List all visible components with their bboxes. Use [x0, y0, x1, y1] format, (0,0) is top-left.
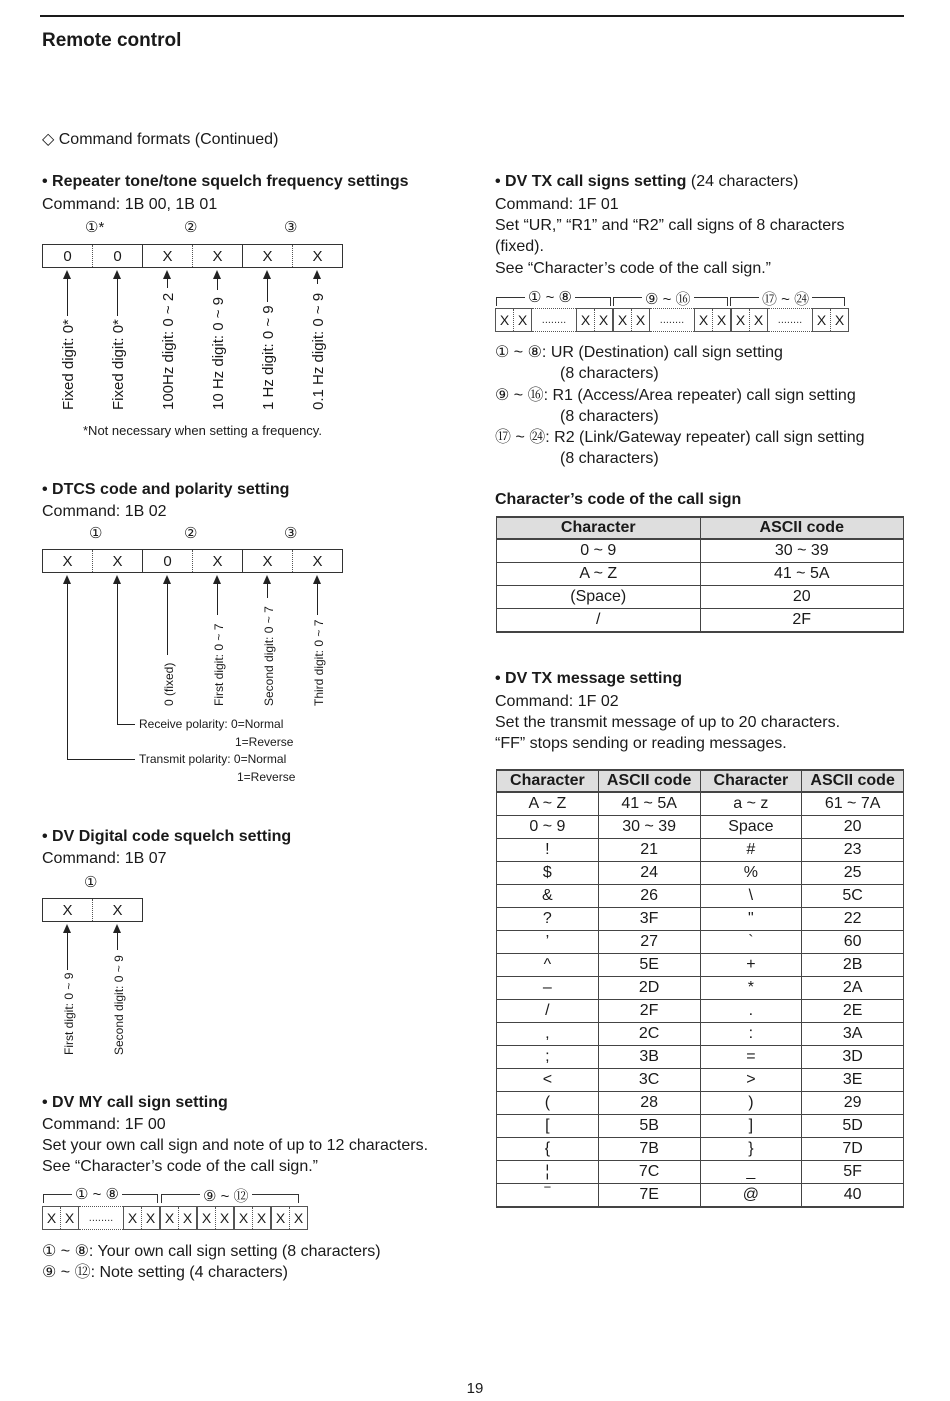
- note-text: R1 (Access/Area repeater) call sign setting: [552, 387, 856, 404]
- table-cell: 20: [700, 586, 904, 609]
- table-cell: ^: [497, 954, 599, 977]
- ellipsis: ........: [768, 308, 812, 332]
- table-row: [497, 885, 904, 908]
- digit-cell: 0: [92, 245, 142, 267]
- description: “FF” stops sending or reading messages.: [495, 735, 787, 752]
- table-cell: 7D: [802, 1138, 904, 1161]
- table-cell: 2D: [598, 977, 700, 1000]
- note: [495, 427, 865, 448]
- table-cell: !: [497, 839, 599, 862]
- table-row: [497, 1138, 904, 1161]
- digit-box: [42, 549, 343, 573]
- note-sub: (8 characters): [560, 408, 659, 425]
- table-cell: 5D: [802, 1115, 904, 1138]
- char-cell: X: [594, 309, 612, 331]
- table-row: [497, 1115, 904, 1138]
- arrow-line: [267, 278, 268, 302]
- section-title: • DV Digital code squelch setting: [42, 828, 292, 845]
- table-cell: _: [700, 1161, 802, 1184]
- table-cell: \: [700, 885, 802, 908]
- group-label: ③: [284, 219, 298, 236]
- table-cell: `: [700, 931, 802, 954]
- table-row: [497, 862, 904, 885]
- digit-cell: X: [292, 550, 342, 572]
- char-box: [613, 308, 650, 332]
- description: (fixed).: [495, 238, 544, 255]
- bracket-label: ① ~ ⑧: [525, 288, 575, 306]
- table-row: [497, 977, 904, 1000]
- table-cell: 61 ~ 7A: [802, 792, 904, 816]
- note: [495, 385, 856, 406]
- table-row: [497, 1184, 904, 1208]
- table-cell: $: [497, 862, 599, 885]
- table-cell: 3C: [598, 1069, 700, 1092]
- table-row: [497, 931, 904, 954]
- char-cell: X: [816, 312, 827, 328]
- char-box: [197, 1206, 234, 1230]
- command-text: Command: 1F 01: [495, 196, 619, 213]
- page-title: Remote control: [42, 30, 182, 51]
- table-cell: (: [497, 1092, 599, 1115]
- table-cell: /: [497, 609, 701, 633]
- bracket-label: ① ~ ⑧: [72, 1185, 122, 1203]
- table-cell: (Space): [497, 586, 701, 609]
- table-cell: 2F: [598, 1000, 700, 1023]
- table-cell: }: [700, 1138, 802, 1161]
- digit-cell: X: [62, 552, 73, 570]
- digit-label: 0 (fixed): [162, 662, 176, 706]
- digit-box: [42, 898, 143, 922]
- note-key: ⑰ ~ ㉔:: [495, 429, 550, 446]
- arrow-line: [67, 278, 68, 316]
- table-cell: ): [700, 1092, 802, 1115]
- column-header: ASCII code: [700, 517, 904, 539]
- section-title: [495, 173, 798, 191]
- ellipsis: ........: [650, 308, 694, 332]
- ellipsis: ........: [532, 308, 576, 332]
- digit-label: 1 Hz digit: 0 ~ 9: [260, 305, 277, 410]
- note-key: ① ~ ⑧:: [495, 344, 547, 361]
- table-cell: 7E: [598, 1184, 700, 1208]
- char-cell: X: [749, 309, 767, 331]
- note-sub: (8 characters): [560, 450, 659, 467]
- arrow-line: [117, 583, 118, 724]
- arrow-line: [167, 278, 168, 288]
- bracket: [730, 291, 845, 308]
- table-cell: ": [700, 908, 802, 931]
- char-box: [812, 308, 849, 332]
- section-title: • DTCS code and polarity setting: [42, 481, 290, 498]
- table-cell: a ~ z: [700, 792, 802, 816]
- table-cell: %: [700, 862, 802, 885]
- char-cell: X: [178, 1207, 196, 1229]
- table-row: [497, 908, 904, 931]
- digit-label: 10 Hz digit: 0 ~ 9: [210, 297, 227, 410]
- bracket: [43, 1186, 158, 1203]
- table-row: [497, 954, 904, 977]
- digit-label: Fixed digit: 0*: [110, 319, 127, 410]
- table-row: [497, 1046, 904, 1069]
- char-box: [731, 308, 768, 332]
- char-cell: X: [164, 1210, 175, 1226]
- table-cell: ;: [497, 1046, 599, 1069]
- digit-cell: X: [192, 245, 242, 267]
- table-cell: 2B: [802, 954, 904, 977]
- connector-line: [117, 724, 135, 725]
- table-cell: 20: [802, 816, 904, 839]
- char-box: [495, 308, 532, 332]
- table-row: [497, 839, 904, 862]
- table-cell: ,: [497, 1023, 599, 1046]
- table-cell: #: [700, 839, 802, 862]
- table-cell: 5C: [802, 885, 904, 908]
- table-cell: 7B: [598, 1138, 700, 1161]
- arrow-line: [217, 278, 218, 290]
- note: ① ~ ⑧: Your own call sign setting (8 characters): [42, 1243, 381, 1260]
- bracket-label: ⑨ ~ ⑫: [200, 1185, 252, 1206]
- char-cell: X: [141, 1207, 159, 1229]
- char-box: [694, 308, 731, 332]
- digit-label: Third digit: 0 ~ 7: [312, 619, 326, 706]
- table-cell: 0 ~ 9: [497, 816, 599, 839]
- char-box: [160, 1206, 197, 1230]
- column-header: Character: [497, 517, 701, 539]
- table-row: [497, 539, 904, 563]
- table-cell: 60: [802, 931, 904, 954]
- description: Set the transmit message of up to 20 characters.: [495, 714, 841, 731]
- table-row: [497, 1161, 904, 1184]
- char-cell: X: [201, 1210, 212, 1226]
- char-cell: X: [617, 312, 628, 328]
- table-cell: A ~ Z: [497, 792, 599, 816]
- char-cell: X: [513, 309, 531, 331]
- table-cell: 27: [598, 931, 700, 954]
- table-body: [497, 792, 904, 1207]
- table-cell: 30 ~ 39: [598, 816, 700, 839]
- digit-cell: X: [242, 245, 292, 267]
- section-title: • DV TX message setting: [495, 670, 682, 687]
- digit-cell: X: [92, 550, 142, 572]
- table-cell: 21: [598, 839, 700, 862]
- connector-line: [67, 759, 135, 760]
- command-text: Command: 1B 07: [42, 850, 167, 867]
- table-cell: 2A: [802, 977, 904, 1000]
- table-cell: <: [497, 1069, 599, 1092]
- description: Set “UR,” “R1” and “R2” call signs of 8 characters: [495, 217, 845, 234]
- char-cell: X: [712, 309, 730, 331]
- group-label: ②: [184, 525, 198, 542]
- column-header: Character: [497, 770, 599, 792]
- table-header-row: [497, 770, 904, 792]
- char-cell: X: [238, 1210, 249, 1226]
- char-cell: X: [735, 312, 746, 328]
- table-row: [497, 1023, 904, 1046]
- char-cell: X: [830, 309, 848, 331]
- table-cell: &: [497, 885, 599, 908]
- note-text: UR (Destination) call sign setting: [550, 344, 783, 361]
- digit-label: Second digit: 0 ~ 7: [262, 606, 276, 706]
- note-sub: (8 characters): [560, 365, 659, 382]
- note-key: ⑨ ~ ⑯:: [495, 387, 549, 404]
- page-number: 19: [466, 1380, 484, 1397]
- table-cell: 2F: [700, 609, 904, 633]
- command-text: Command: 1B 02: [42, 503, 167, 520]
- bracket-label: ⑨ ~ ⑯: [642, 288, 694, 309]
- table-row: [497, 586, 904, 609]
- table-cell: 23: [802, 839, 904, 862]
- arrow-line: [317, 583, 318, 615]
- section-title: • DV MY call sign setting: [42, 1094, 228, 1111]
- digit-cell: X: [242, 550, 292, 572]
- digit-cell: X: [92, 899, 142, 921]
- top-rule: [40, 15, 904, 17]
- section-title: • Repeater tone/tone squelch frequency settings: [42, 173, 409, 190]
- table-row: [497, 609, 904, 633]
- subsection-title: ◇ Command formats (Continued): [42, 131, 279, 148]
- group-label: ①*: [85, 219, 105, 236]
- table-cell: 7C: [598, 1161, 700, 1184]
- bracket: [161, 1188, 299, 1205]
- table-cell: /: [497, 1000, 599, 1023]
- table-cell: A ~ Z: [497, 563, 701, 586]
- table-cell: 5F: [802, 1161, 904, 1184]
- char-cell: X: [215, 1207, 233, 1229]
- table-cell: 2E: [802, 1000, 904, 1023]
- arrow-line: [67, 932, 68, 970]
- table-cell: 41 ~ 5A: [598, 792, 700, 816]
- table-cell: 3D: [802, 1046, 904, 1069]
- char-cell: X: [46, 1210, 57, 1226]
- table-cell: 3F: [598, 908, 700, 931]
- footnote: *Not necessary when setting a frequency.: [83, 423, 322, 438]
- group-label: ③: [284, 525, 298, 542]
- table-row: [497, 792, 904, 816]
- char-box: [234, 1206, 271, 1230]
- description: See “Character’s code of the call sign.”: [42, 1158, 318, 1175]
- digit-cell: X: [142, 245, 192, 267]
- note: ⑨ ~ ⑫: Note setting (4 characters): [42, 1264, 288, 1281]
- table-cell: –: [497, 977, 599, 1000]
- table-cell: :: [700, 1023, 802, 1046]
- digit-cell: X: [292, 245, 342, 267]
- arrow-line: [67, 583, 68, 759]
- column-header: Character: [700, 770, 802, 792]
- column-header: ASCII code: [598, 770, 700, 792]
- table-cell: 40: [802, 1184, 904, 1208]
- table-cell: 24: [598, 862, 700, 885]
- arrow-line: [217, 583, 218, 615]
- command-text: Command: 1F 02: [495, 693, 619, 710]
- digit-label: Fixed digit: 0*: [60, 319, 77, 410]
- section-title: Character’s code of the call sign: [495, 491, 742, 508]
- digit-box: [42, 244, 343, 268]
- char-box: [42, 1206, 79, 1230]
- arrow-line: [317, 278, 318, 284]
- table-cell: >: [700, 1069, 802, 1092]
- table-cell: 30 ~ 39: [700, 539, 904, 563]
- table-row: [497, 1000, 904, 1023]
- char-box: [271, 1206, 308, 1230]
- digit-label: 100Hz digit: 0 ~ 2: [160, 292, 177, 410]
- table-cell: 25: [802, 862, 904, 885]
- table-cell: {: [497, 1138, 599, 1161]
- digit-cell: X: [192, 550, 242, 572]
- table-cell: ?: [497, 908, 599, 931]
- group-label: ①: [89, 525, 103, 542]
- table-cell: 5B: [598, 1115, 700, 1138]
- bracket: [613, 291, 728, 308]
- table-row: [497, 563, 904, 586]
- digit-cell: 0: [63, 247, 72, 265]
- char-cell: X: [289, 1207, 307, 1229]
- receive-reverse-label: 1=Reverse: [235, 735, 294, 749]
- table-cell: ]: [700, 1115, 802, 1138]
- table-cell: =: [700, 1046, 802, 1069]
- table-cell: ¦: [497, 1161, 599, 1184]
- table-cell: 41 ~ 5A: [700, 563, 904, 586]
- digit-label: First digit: 0 ~ 9: [62, 972, 76, 1055]
- message-code-table: [496, 769, 904, 1208]
- table-cell: @: [700, 1184, 802, 1208]
- digit-cell: X: [62, 901, 73, 919]
- column-header: ASCII code: [802, 770, 904, 792]
- table-cell: 22: [802, 908, 904, 931]
- table-cell: ’: [497, 931, 599, 954]
- table-cell: 28: [598, 1092, 700, 1115]
- char-cell: X: [499, 312, 510, 328]
- section-title-text: • DV TX call signs setting: [495, 173, 687, 190]
- section-title-suffix: (24 characters): [686, 173, 799, 190]
- callsign-code-table: [496, 516, 904, 633]
- digit-label: Second digit: 0 ~ 9: [112, 955, 126, 1055]
- callsign-cells: [42, 1206, 308, 1230]
- table-cell: +: [700, 954, 802, 977]
- digit-label: First digit: 0 ~ 7: [212, 623, 226, 706]
- bracket-label: ⑰ ~ ㉔: [759, 288, 812, 309]
- table-cell: 3E: [802, 1069, 904, 1092]
- char-box: [576, 308, 613, 332]
- bracket: [496, 289, 611, 306]
- description: See “Character’s code of the call sign.”: [495, 260, 771, 277]
- table-cell: 3A: [802, 1023, 904, 1046]
- group-label: ②: [184, 219, 198, 236]
- table-cell: 3B: [598, 1046, 700, 1069]
- table-body: [497, 539, 904, 632]
- receive-polarity-label: Receive polarity: 0=Normal: [139, 717, 284, 731]
- table-cell: 2C: [598, 1023, 700, 1046]
- table-row: [497, 1092, 904, 1115]
- transmit-polarity-label: Transmit polarity: 0=Normal: [139, 752, 287, 766]
- char-cell: X: [60, 1207, 78, 1229]
- arrow-line: [117, 932, 118, 950]
- callsign-cells: [495, 308, 849, 332]
- transmit-reverse-label: 1=Reverse: [237, 770, 296, 784]
- note: [495, 342, 783, 363]
- note-text: R2 (Link/Gateway repeater) call sign setting: [554, 429, 865, 446]
- char-cell: X: [127, 1210, 138, 1226]
- ellipsis: ........: [79, 1206, 123, 1230]
- arrow-line: [167, 583, 168, 655]
- table-cell: 29: [802, 1092, 904, 1115]
- char-cell: X: [631, 309, 649, 331]
- table-header-row: [497, 517, 904, 539]
- table-cell: 26: [598, 885, 700, 908]
- char-cell: X: [580, 312, 591, 328]
- char-cell: X: [698, 312, 709, 328]
- table-row: [497, 1069, 904, 1092]
- table-cell: ‾: [497, 1184, 599, 1208]
- char-cell: X: [252, 1207, 270, 1229]
- table-cell: Space: [700, 816, 802, 839]
- char-cell: X: [275, 1210, 286, 1226]
- digit-label: 0.1 Hz digit: 0 ~ 9: [310, 292, 327, 410]
- table-cell: 5E: [598, 954, 700, 977]
- table-cell: .: [700, 1000, 802, 1023]
- table-cell: 0 ~ 9: [497, 539, 701, 563]
- char-box: [123, 1206, 160, 1230]
- digit-cell: 0: [142, 550, 192, 572]
- description: Set your own call sign and note of up to 12 characters.: [42, 1137, 429, 1154]
- command-text: Command: 1F 00: [42, 1116, 166, 1133]
- table-cell: [: [497, 1115, 599, 1138]
- arrow-line: [267, 583, 268, 598]
- table-row: [497, 816, 904, 839]
- arrow-line: [117, 278, 118, 316]
- command-text: Command: 1B 00, 1B 01: [42, 196, 218, 213]
- group-label: ①: [84, 874, 98, 891]
- table-cell: *: [700, 977, 802, 1000]
